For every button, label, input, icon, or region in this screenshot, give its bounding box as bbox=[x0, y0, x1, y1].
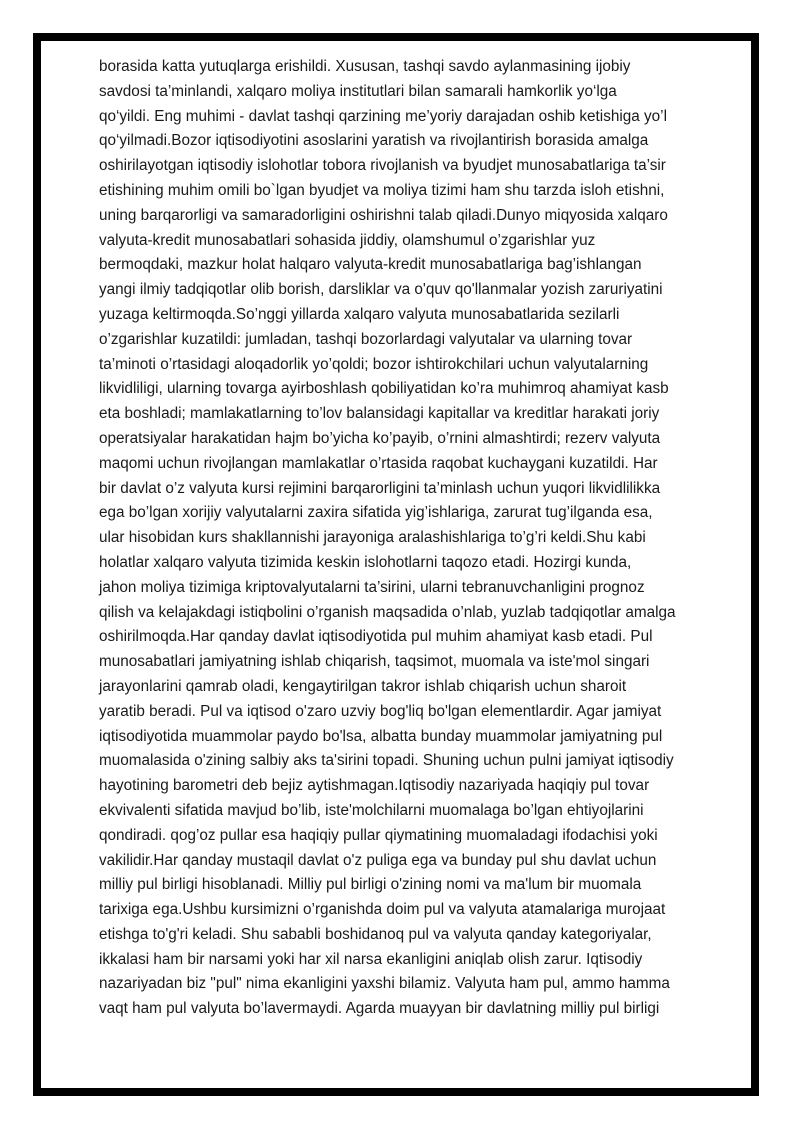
text-line: vakilidir.Har qanday mustaqil davlat o'z puliga ega va bunday pul shu davlat uchun bbox=[99, 851, 657, 869]
text-line: oshirilmoqda.Har qanday davlat iqtisodiyotida pul muhim ahamiyat kasb etadi. Pul bbox=[99, 628, 653, 646]
text-line: jarayonlarini qamrab oladi, kengaytirilgan takror ishlab chiqarish uchun sharoit bbox=[99, 677, 627, 695]
text-line: qilish va kelajakdagi istiqbolini o’rganish maqsadida o’nlab, yuzlab tadqiqotlar amalga bbox=[99, 603, 676, 621]
text-line: iqtisodiyotida muammolar paydo bo'lsa, albatta bunday muammolar jamiyatning pul bbox=[99, 727, 663, 745]
text-line: qo‘yildi. Eng muhimi - davlat tashqi qarzining me’yoriy darajadan oshib ketishiga yo’l bbox=[99, 107, 667, 125]
text-line: yuzaga keltirmoqda.So’nggi yillarda xalqaro valyuta munosabatlarida sezilarli bbox=[99, 305, 620, 323]
text-line: ta’minoti o’rtasidagi aloqadorlik yo’qoldi; bozor ishtirokchilari uchun valyutalarning bbox=[99, 355, 649, 373]
document-body-text bbox=[99, 55, 739, 1022]
text-line: operatsiyalar harakatidan hajm bo’yicha ko’payib, o’rnini almashtirdi; rezerv valyuta bbox=[99, 429, 661, 447]
text-line: holatlar xalqaro valyuta tizimida keskin islohotlarni taqozo etadi. Hozirgi kunda, bbox=[99, 553, 632, 571]
text-line: likvidliligi, ularning tovarga ayirboshlash qobiliyatidan ko’ra muhimroq ahamiyat kasb bbox=[99, 380, 669, 398]
text-line: savdosi ta’minlandi, xalqaro moliya institutlari bilan samarali hamkorlik yo‘lga bbox=[99, 82, 617, 100]
text-line: munosabatlari jamiyatning ishlab chiqarish, taqsimot, muomala va iste'mol singari bbox=[99, 653, 650, 671]
text-line: oshirilayotgan iqtisodiy islohotlar tobora rivojlanish va byudjet munosabatlariga ta’sir bbox=[99, 157, 666, 175]
text-line: uning barqarorligi va samaradorligini oshirishni talab qiladi.Dunyo miqyosida xalqaro bbox=[99, 206, 668, 224]
page-border bbox=[33, 33, 759, 1096]
text-line: hayotining barometri deb bejiz aytishmagan.Iqtisodiy nazariyada haqiqiy pul tovar bbox=[99, 777, 650, 795]
text-line: muomalasida o'zining salbiy aks ta'sirini topadi. Shuning uchun pulni jamiyat iqtisodiy bbox=[99, 752, 674, 770]
text-line: nazariyadan biz "pul" nima ekanligini yaxshi bilamiz. Valyuta ham pul, ammo hamma bbox=[99, 975, 670, 993]
text-line: jahon moliya tizimiga kriptovalyutalarni ta’sirini, ularni tebranuvchanligini prognoz bbox=[99, 578, 645, 596]
text-line: ekvivalenti sifatida mavjud bo’lib, iste'molchilarni muomalaga bo’lgan ehtiyojlarini bbox=[99, 801, 644, 819]
text-line: ikkalasi ham bir narsami yoki har xil narsa ekanligini aniqlab olish zarur. Iqtisodiy bbox=[99, 950, 643, 968]
text-line: borasida katta yutuqlarga erishildi. Xususan, tashqi savdo aylanmasining ijobiy bbox=[99, 58, 631, 75]
text-line: vaqt ham pul valyuta bo’lavermaydi. Agarda muayyan bir davlatning milliy pul birligi bbox=[99, 1000, 660, 1018]
text-line: o’zgarishlar kuzatildi: jumladan, tashqi bozorlardagi valyutalar va ularning tovar bbox=[99, 330, 633, 348]
text-line: valyuta-kredit munosabatlari sohasida jiddiy, olamshumul o’zgarishlar yuz bbox=[99, 231, 596, 249]
text-line: eta boshladi; mamlakatlarning to’lov balansidagi kapitallar va kreditlar harakati joriy bbox=[99, 405, 660, 423]
text-line: bir davlat o’z valyuta kursi rejimini barqarorligini ta’minlash uchun yuqori likvidlilikka bbox=[99, 479, 661, 497]
text-line: etishga to'g'ri keladi. Shu sababli boshidanoq pul va valyuta qanday kategoriyalar, bbox=[99, 925, 652, 943]
text-line: etishining muhim omili bo`lgan byudjet va moliya tizimi ham shu tarzda isloh etishni, bbox=[99, 181, 665, 199]
text-line: yaratib beradi. Pul va iqtisod o'zaro uzviy bog'liq bo'lgan elementlardir. Agar jamiyat bbox=[99, 702, 662, 720]
text-line: qo‘yilmadi.Bozor iqtisodiyotini asoslarini yaratish va rivojlantirish borasida amalga bbox=[99, 132, 649, 150]
text-line: maqomi uchun rivojlangan mamlakatlar o’rtasida raqobat kuchaygani kuzatildi. Har bbox=[99, 454, 658, 472]
text-line: tarixiga ega.Ushbu kursimizni o’rganishda doim pul va valyuta atamalariga murojaat bbox=[99, 901, 666, 919]
text-line: ular hisobidan kurs shakllannishi jarayoniga aralashishlariga to’g’ri keldi.Shu kabi bbox=[99, 529, 646, 547]
text-line: milliy pul birligi hisoblanadi. Milliy pul birligi o'zining nomi va ma'lum bir muomala bbox=[99, 876, 642, 894]
text-line: bermoqdaki, mazkur holat halqaro valyuta-kredit munosabatlariga bag’ishlangan bbox=[99, 256, 642, 274]
text-line: qondiradi. qog’oz pullar esa haqiqiy pullar qiymatining muomaladagi ifodachisi yoki bbox=[99, 826, 658, 844]
text-line: ega bo’lgan xorijiy valyutalarni zaxira sifatida yig’ishlariga, zarurat tug’ilganda esa, bbox=[99, 504, 653, 522]
text-line: yangi ilmiy tadqiqotlar olib borish, darsliklar va o'quv qo'llanmalar yozish zaruriyatini bbox=[99, 281, 663, 299]
